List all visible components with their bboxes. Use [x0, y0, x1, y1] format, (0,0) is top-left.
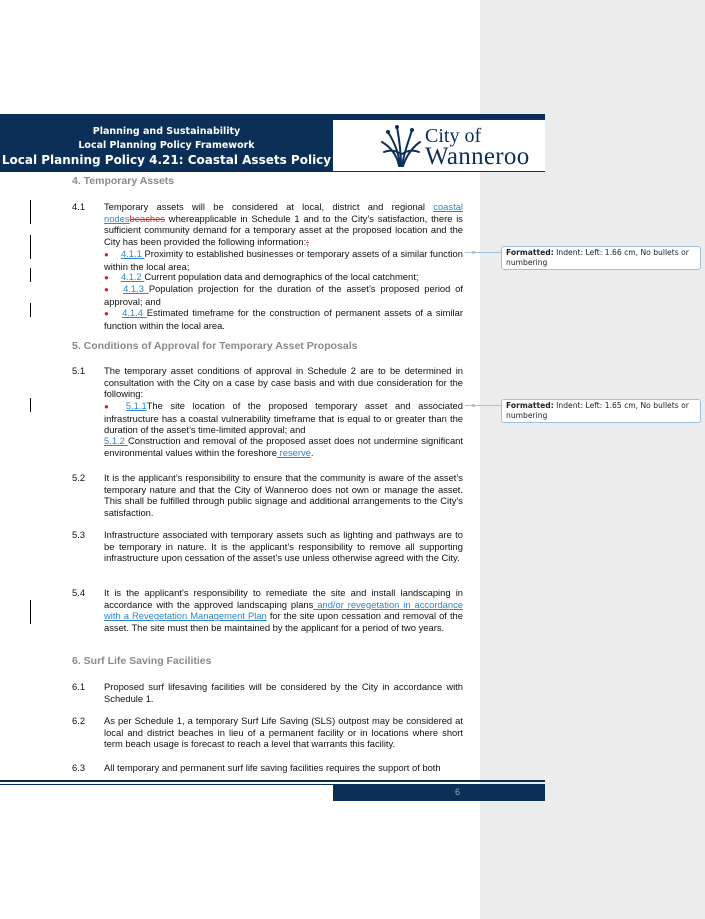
section-5-heading: 5. Conditions of Approval for Temporary Asset Proposals: [72, 340, 358, 352]
change-bar: [30, 268, 31, 282]
bullet-icon: ●: [104, 285, 112, 294]
bullet-icon: ●: [104, 402, 114, 411]
clause-6-2: As per Schedule 1, a temporary Surf Life Saving (SLS) outpost may be considered at local and district beaches in lieu of a permanent facility or in locations where short term beach usage is forecast to reach a level that warrants this facility.: [104, 715, 463, 750]
list-item: ● 4.1.3 Population projection for the duration of the asset’s proposed period of approval; and: [104, 283, 463, 307]
deleted-text: beaches: [129, 212, 165, 224]
list-item: ● 4.1.2 Current population data and demographics of the local catchment;: [104, 271, 419, 282]
clause-number: 6.2: [72, 715, 86, 726]
clause-number: 6.3: [72, 762, 86, 773]
clause-number: 5.3: [72, 529, 86, 540]
comment-connector: [465, 252, 501, 253]
change-bar: [30, 398, 31, 412]
comment-anchor-icon: [472, 251, 475, 254]
header-department: Planning and Sustainability: [92, 126, 241, 137]
section-6-heading: 6. Surf Life Saving Facilities: [72, 655, 212, 667]
footer-right-band: [333, 784, 545, 801]
clause-number: 5.2: [72, 472, 86, 483]
inserted-text: coastal nodes: [104, 201, 463, 224]
format-comment-balloon[interactable]: Formatted: Indent: Left: 1.65 cm, No bullets or numbering: [501, 399, 701, 423]
change-bar: [30, 200, 31, 224]
bullet-icon: ●: [104, 309, 111, 318]
deleted-text: ;: [306, 235, 309, 247]
clause-5-4: It is the applicant’s responsibility to remediate the site and install landscaping in accordance with the approved landscaping plans and/or revegetation in accordance with a Revegetation Management Plan for the site upon cessation and removal of the asset. The site must then be maintained by the applicant for a period of two years.: [104, 587, 463, 633]
comment-connector: [465, 405, 501, 406]
change-bar: [30, 235, 31, 259]
inserted-text: and/or revegetation in accordance with a Revegetation Management Plan: [104, 598, 463, 622]
list-item: ● 5.1.1The site location of the proposed temporary asset and associated infrastructure has a coastal vulnerability timeframe that is equal to or greater than the duration of the asset’s time-limited approval; and: [104, 400, 463, 436]
logo-wanneroo: Wanneroo: [425, 143, 530, 170]
inserted-text: reserve: [277, 446, 311, 458]
header-framework: Local Planning Policy Framework: [78, 140, 255, 151]
clause-number: 4.1: [72, 201, 86, 212]
clause-number: 5.1: [72, 365, 86, 376]
list-item: ● 4.1.4 Estimated timeframe for the construction of permanent assets of a similar function within the local area.: [104, 307, 463, 331]
header-policy-title: Local Planning Policy 4.21: Coastal Assets Policy: [1, 153, 332, 167]
clause-5-2: It is the applicant’s responsibility to ensure that the community is aware of the asset’s temporary nature and that the City of Wanneroo does not own or manage the asset. This shall be fulfilled through public signage and additional arrangements to the City’s satisfaction.: [104, 472, 463, 518]
clause-6-3: All temporary and permanent surf life saving facilities requires the support of both: [104, 762, 441, 773]
bullet-icon: ●: [104, 250, 109, 259]
clause-6-1: Proposed surf lifesaving facilities will be considered by the City in accordance with Schedule 1.: [104, 681, 463, 704]
format-comment-balloon[interactable]: Formatted: Indent: Left: 1.66 cm, No bullets or numbering: [501, 246, 701, 270]
clause-number: 6.1: [72, 681, 86, 692]
logo-city-of: City of: [425, 125, 482, 147]
clause-5-1: The temporary asset conditions of approval in Schedule 2 are to be determined in consultation with the City on a case by case basis and with due consideration for the following:: [104, 365, 463, 400]
list-item: 5.1.2 Construction and removal of the proposed asset does not undermine significant environmental values within the foreshore reserve.: [104, 435, 463, 458]
clause-5-3: Infrastructure associated with temporary assets such as lighting and pathways are to be temporary in nature. It is the applicant’s responsibility to remove all supporting infrastructure upon cessation of the asset’s use unless otherwise agreed with the City.: [104, 529, 463, 564]
bullet-icon: ●: [104, 273, 109, 282]
clause-number: 5.4: [72, 587, 86, 598]
comment-anchor-icon: [472, 404, 475, 407]
list-item: ● 4.1.1 Proximity to established businesses or temporary assets of a similar function within the local area;: [104, 248, 463, 272]
footer-rule: [0, 780, 545, 782]
clause-4-1: Temporary assets will be considered at local, district and regional coastal nodesbeaches whereapplicable in Schedule 1 and to the City’s satisfaction, there is sufficient community demand for a temporary asset at the proposed location and the City has been provided the following information:;: [104, 201, 463, 247]
section-4-heading: 4. Temporary Assets: [72, 175, 175, 187]
footer-left-band: [0, 784, 333, 800]
change-bar: [30, 600, 31, 624]
page-number: 6: [455, 787, 461, 797]
change-bar: [30, 303, 31, 317]
